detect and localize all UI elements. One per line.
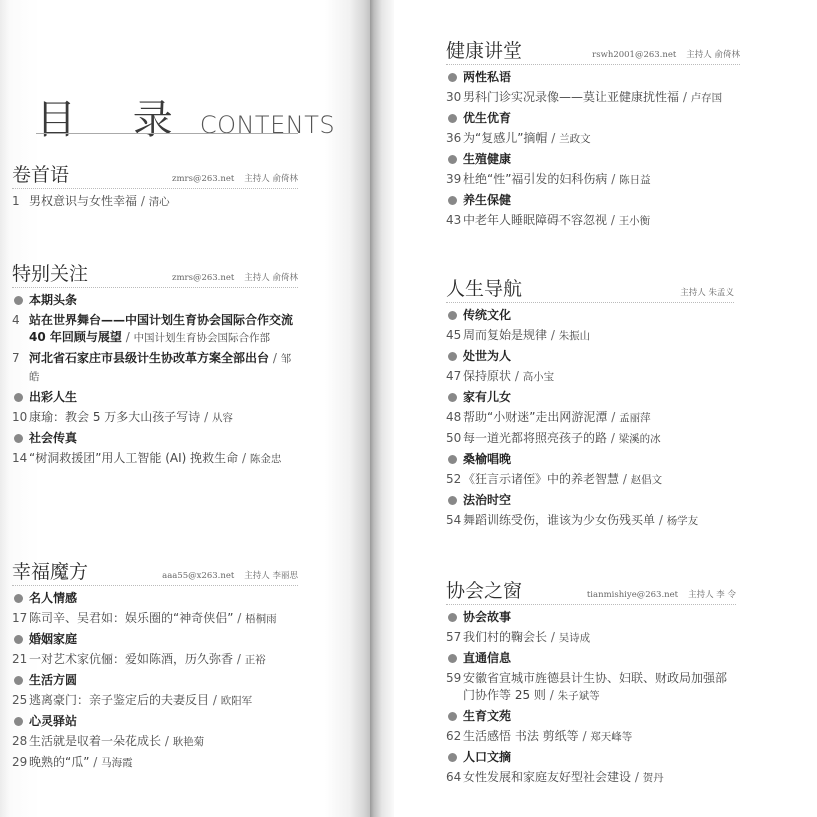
category-heading: [446, 151, 740, 168]
page-number: 50: [446, 431, 462, 445]
article-author: 朱子斌等: [557, 690, 600, 702]
article-author: 梧桐雨: [245, 613, 277, 625]
author-separator: /: [578, 729, 591, 743]
bullet-icon: [14, 676, 23, 685]
category-label: 处世为人: [463, 349, 512, 363]
left-page: [0, 0, 370, 817]
article-entry: [446, 471, 734, 489]
page-number: 30: [446, 90, 462, 104]
article-title: 逃离豪门：亲子鉴定后的夫妻反目: [29, 693, 210, 707]
bullet-icon: [448, 712, 457, 721]
category-label: 本期头条: [29, 293, 78, 307]
section-host: 主持人 李 令: [688, 590, 736, 600]
title-rule: [36, 133, 298, 134]
category-heading: [12, 590, 298, 607]
article-title: 生活就是収着一朵花成长: [29, 734, 162, 748]
article-entry: [12, 651, 298, 669]
page-number: 1: [12, 194, 20, 208]
article-author: 贺丹: [642, 772, 664, 784]
section-renshengdaohang: [446, 274, 734, 530]
category-label: 名人情感: [29, 591, 78, 605]
category-label: 婚姻家庭: [29, 632, 78, 646]
section-host: 主持人 朱孟义: [680, 288, 734, 298]
section-title: 幸福魔方: [12, 561, 89, 583]
section-title: 卷首语: [12, 164, 70, 186]
author-separator: /: [607, 410, 620, 424]
article-title: 男权意识与女性幸福: [29, 194, 138, 208]
article-author: 朱振山: [558, 330, 591, 342]
bullet-icon: [448, 496, 457, 505]
section-header: [12, 259, 298, 288]
category-heading: [446, 451, 734, 468]
category-heading: [12, 631, 298, 648]
section-email: zmrs@263.net: [171, 273, 235, 283]
page-number: 57: [446, 630, 462, 644]
bullet-icon: [448, 352, 457, 361]
contents-title-en: CONTENTS: [199, 111, 336, 139]
article-entry: [446, 409, 734, 427]
article-author: 吴诗成: [558, 632, 591, 644]
category-heading: [12, 430, 298, 447]
article-author: 邹皓: [29, 353, 292, 383]
author-separator: /: [209, 693, 221, 707]
article-title: 康瑜：教会 5 万多大山孩子写诗: [29, 410, 201, 424]
page-number: 29: [12, 755, 28, 769]
article-author: 梁溪的冰: [618, 433, 661, 445]
category-label: 社会传真: [29, 431, 78, 445]
author-separator: /: [233, 611, 246, 625]
author-separator: /: [547, 328, 559, 342]
section-meta: [172, 172, 298, 184]
page-number: 14: [12, 451, 28, 465]
author-separator: /: [547, 131, 560, 145]
article-entry: [446, 670, 736, 705]
section-meta: [172, 271, 298, 283]
category-label: 人口文摘: [463, 750, 512, 764]
article-author: 从容: [211, 412, 233, 424]
section-host: 主持人 俞倚林: [686, 50, 740, 60]
article-author: 中国计划生育协会国际合作部: [133, 332, 271, 344]
category-heading: [446, 192, 740, 209]
article-author: 高小宝: [522, 371, 555, 383]
category-label: 养生保健: [463, 193, 512, 207]
article-author: 陈日益: [619, 174, 651, 186]
page-number: 47: [446, 369, 462, 383]
article-entry: [12, 450, 298, 468]
article-entry: [446, 130, 740, 148]
bullet-icon: [14, 717, 23, 726]
section-tebieguanzhu: [12, 259, 298, 468]
page-number: 21: [12, 652, 28, 666]
section-title: 健康讲堂: [446, 40, 523, 62]
author-separator: /: [655, 513, 667, 527]
article-title: 陈司辛、吴君如：娱乐圈的“神奇侠侣”: [29, 611, 234, 625]
article-title: 河北省石家庄市县级计生协改革方案全部出台: [29, 351, 270, 365]
bullet-icon: [14, 594, 23, 603]
article-entry: [446, 89, 740, 107]
page-number: 25: [12, 693, 28, 707]
article-entry: [12, 312, 298, 347]
page-number: 43: [446, 213, 462, 227]
author-separator: /: [631, 770, 643, 784]
bullet-icon: [448, 73, 457, 82]
article-author: 孟丽萍: [619, 412, 651, 424]
article-author: 马海霞: [101, 757, 133, 769]
page-number: 4: [12, 313, 20, 327]
article-entry: [12, 350, 298, 386]
article-entry: [446, 171, 740, 189]
category-heading: [446, 69, 740, 86]
page-number: 48: [446, 410, 462, 424]
page-number: 17: [12, 611, 28, 625]
category-label: 生殖健康: [463, 152, 512, 166]
article-title: 安徽省宣城市旌德县计生协、妇联、财政局加强部门协作等 25 则: [463, 671, 728, 702]
category-label: 出彩人生: [29, 390, 78, 404]
article-title: 一对艺术家伉俪：爱如陈酒，历久弥香: [29, 652, 234, 666]
article-author: 陈金忠: [249, 453, 282, 465]
article-title: 站在世界舞台——中国计划生育协会国际合作交流 40 年回顾与展望: [29, 313, 294, 344]
contents-title: [36, 88, 335, 145]
page-number: 36: [446, 131, 462, 145]
category-label: 生育文苑: [463, 709, 512, 723]
category-label: 优生优育: [463, 111, 512, 125]
category-heading: [446, 389, 734, 406]
article-title: 周而复始是规律: [463, 328, 548, 342]
section-xiehuizhichuang: [446, 576, 736, 787]
article-entry: [446, 368, 734, 386]
author-separator: /: [200, 410, 212, 424]
page-number: 52: [446, 472, 462, 486]
section-title: 特别关注: [12, 263, 89, 285]
section-xingfumofang: [12, 557, 298, 772]
category-heading: [446, 348, 734, 365]
category-label: 直通信息: [463, 651, 512, 665]
article-author: 赵倡文: [630, 474, 663, 486]
page-gutter: [370, 0, 394, 817]
section-title: 协会之窗: [446, 580, 523, 602]
page-number: 59: [446, 671, 462, 685]
article-entry: [12, 193, 298, 211]
article-entry: [446, 512, 734, 530]
article-author: 王小衡: [618, 215, 651, 227]
bullet-icon: [448, 114, 457, 123]
section-email: tianmishiye@263.net: [586, 590, 679, 600]
article-title: 生活感悟 书法 剪纸等: [463, 729, 579, 743]
category-label: 传统文化: [463, 308, 512, 322]
author-separator: /: [511, 369, 523, 383]
section-email: aaa55@x263.net: [162, 571, 235, 581]
article-title: 男科门诊实况录像——莫让亚健康扰性福: [463, 90, 680, 104]
bullet-icon: [448, 196, 457, 205]
author-separator: /: [137, 194, 149, 208]
article-author: 清心: [148, 196, 170, 208]
article-title: 《狂言示诸侄》中的养老智慧: [463, 472, 620, 486]
category-heading: [446, 609, 736, 626]
page-number: 54: [446, 513, 462, 527]
article-entry: [446, 212, 740, 230]
page-number: 39: [446, 172, 462, 186]
author-separator: /: [121, 330, 134, 344]
category-heading: [446, 110, 740, 127]
section-title: 人生导航: [446, 278, 523, 300]
author-separator: /: [607, 172, 620, 186]
section-host: 主持人 俞倚林: [244, 273, 298, 283]
contents-title-cn: 目 录: [36, 97, 195, 143]
section-host: 主持人 俞倚林: [244, 174, 298, 184]
category-heading: [446, 307, 734, 324]
article-title: 舞蹈训练受伤，谁该为少女伤残买单: [463, 513, 656, 527]
author-separator: /: [89, 755, 102, 769]
category-label: 心灵驿站: [29, 714, 78, 728]
section-meta: [670, 286, 734, 298]
page-number: 64: [446, 770, 462, 784]
author-separator: /: [607, 213, 619, 227]
bullet-icon: [14, 393, 23, 402]
article-author: 欧阳军: [220, 695, 253, 707]
section-email: zmrs@263.net: [171, 174, 235, 184]
article-author: 郑天峰等: [590, 731, 633, 743]
article-entry: [446, 728, 736, 746]
category-label: 法治时空: [463, 493, 512, 507]
article-entry: [12, 610, 298, 628]
article-title: 帮助“小财迷”走出网游泥潭: [463, 410, 608, 424]
author-separator: /: [547, 630, 559, 644]
section-header: [12, 160, 298, 189]
bullet-icon: [448, 155, 457, 164]
article-entry: [12, 409, 298, 427]
category-label: 协会故事: [463, 610, 512, 624]
page-number: 28: [12, 734, 28, 748]
category-label: 两性私语: [463, 70, 512, 84]
category-heading: [446, 708, 736, 725]
bullet-icon: [14, 434, 23, 443]
article-author: 卢存国: [690, 92, 723, 104]
bullet-icon: [448, 753, 457, 762]
author-separator: /: [619, 472, 631, 486]
category-heading: [446, 650, 736, 667]
bullet-icon: [14, 296, 23, 305]
article-entry: [446, 327, 734, 345]
section-header: [446, 576, 736, 605]
section-juanshouyu: [12, 160, 298, 211]
section-host: 主持人 李丽思: [244, 571, 298, 581]
category-heading: [446, 492, 734, 509]
section-meta: [587, 588, 736, 600]
section-email: rswh2001@263.net: [592, 50, 677, 60]
author-separator: /: [679, 90, 691, 104]
section-meta: [162, 569, 298, 581]
section-jiankangjiangtang: [446, 36, 740, 230]
category-label: 家有儿女: [463, 390, 512, 404]
category-heading: [446, 749, 736, 766]
section-header: [446, 36, 740, 65]
category-label: 生活方圆: [29, 673, 78, 687]
article-title: 杜绝“性”福引发的妇科伤病: [463, 172, 608, 186]
bullet-icon: [448, 613, 457, 622]
article-title: “树洞救援团”用人工智能 (AI) 挽救生命: [29, 451, 239, 465]
right-page: [394, 0, 817, 817]
article-title: 中老年人睡眠障碍不容忽视: [463, 213, 608, 227]
author-separator: /: [238, 451, 250, 465]
section-header: [12, 557, 298, 586]
page-number: 10: [12, 410, 28, 424]
article-entry: [12, 692, 298, 710]
section-meta: [592, 48, 740, 60]
author-separator: /: [607, 431, 619, 445]
author-separator: /: [233, 652, 245, 666]
article-title: 为“复感儿”摘帽: [463, 131, 548, 145]
page-number: 45: [446, 328, 462, 342]
category-label: 桑榆唱晚: [463, 452, 512, 466]
page-number: 62: [446, 729, 462, 743]
category-heading: [12, 713, 298, 730]
bullet-icon: [14, 635, 23, 644]
article-entry: [12, 754, 298, 772]
article-title: 我们村的鞠会长: [463, 630, 548, 644]
article-title: 每一道光都将照亮孩子的路: [463, 431, 608, 445]
bullet-icon: [448, 311, 457, 320]
article-title: 女性发展和家庭友好型社会建设: [463, 770, 632, 784]
author-separator: /: [161, 734, 173, 748]
article-title: 保持原状: [463, 369, 512, 383]
article-entry: [446, 430, 734, 448]
article-entry: [446, 629, 736, 647]
page-number: 7: [12, 351, 20, 365]
article-title: 晚熟的“瓜”: [29, 755, 90, 769]
section-header: [446, 274, 734, 303]
bullet-icon: [448, 654, 457, 663]
author-separator: /: [269, 351, 281, 365]
category-heading: [12, 672, 298, 689]
article-entry: [446, 769, 736, 787]
article-author: 杨学友: [666, 515, 699, 527]
article-author: 兰政文: [559, 133, 591, 145]
bullet-icon: [448, 455, 457, 464]
article-author: 耿艳菊: [172, 736, 205, 748]
bullet-icon: [448, 393, 457, 402]
category-heading: [12, 389, 298, 406]
article-entry: [12, 733, 298, 751]
category-heading: [12, 292, 298, 309]
author-separator: /: [545, 688, 558, 702]
article-author: 正裕: [244, 654, 266, 666]
